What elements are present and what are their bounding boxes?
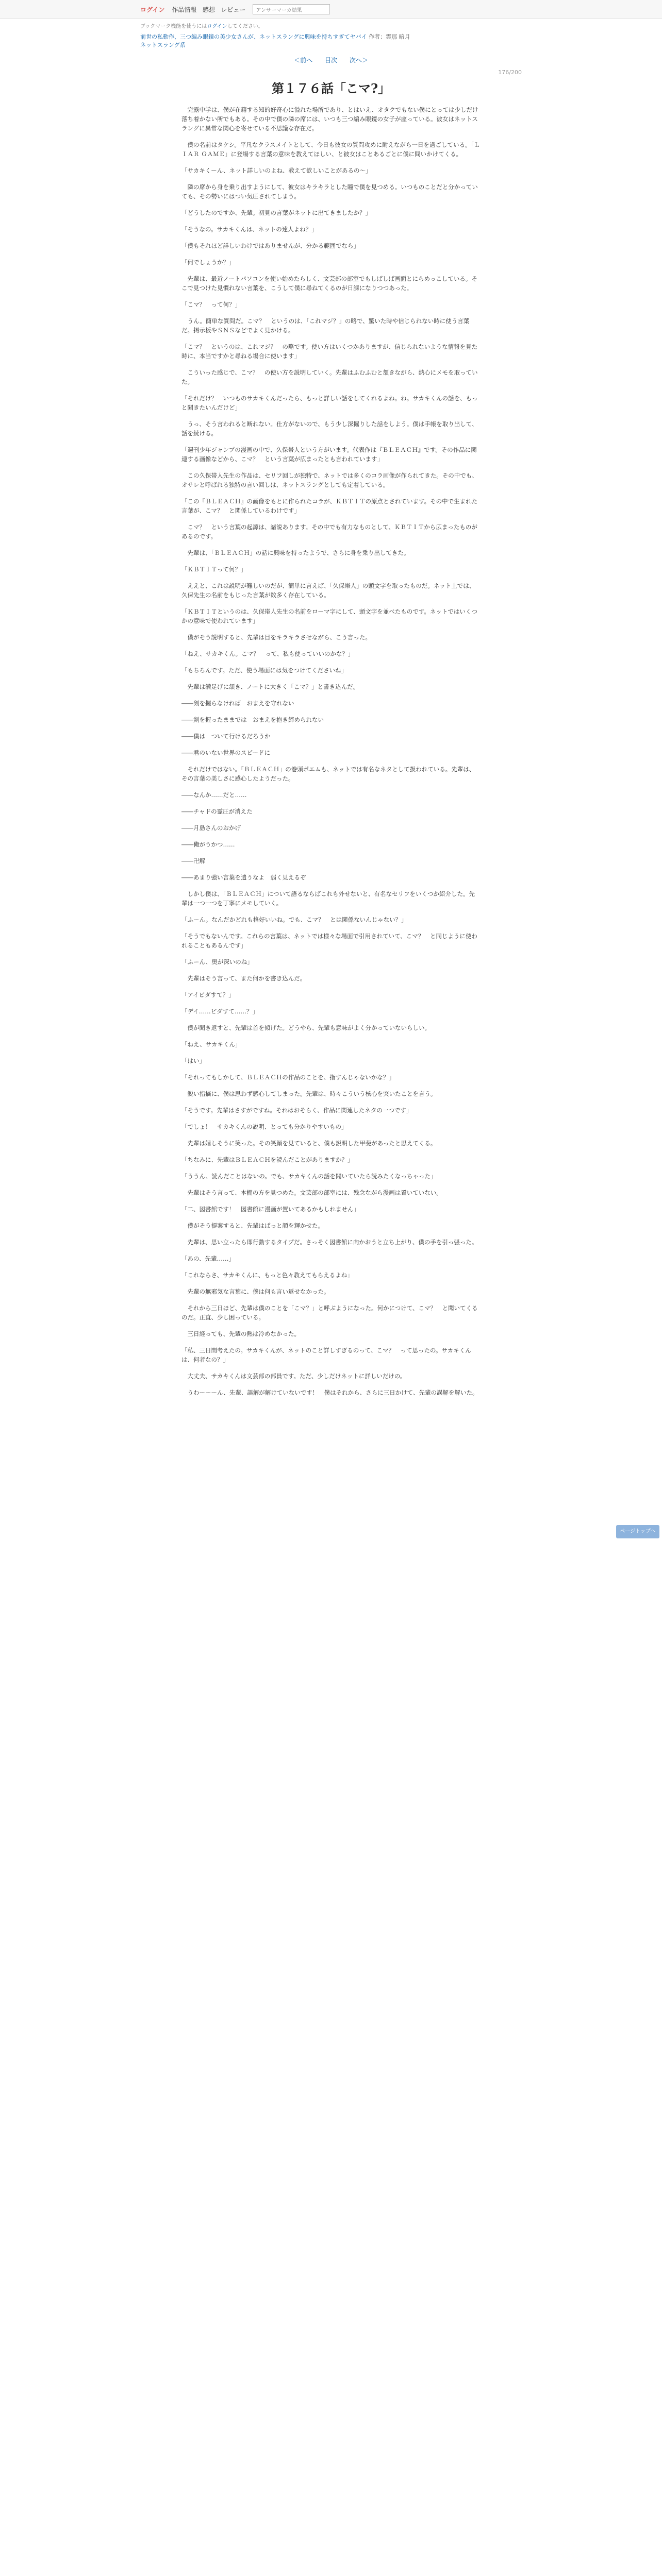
login-link[interactable]: ログイン	[140, 6, 165, 13]
series-author: 作者：霊那 暗月	[369, 33, 410, 40]
novel-paragraph: 大丈夫、サカキくんは文芸部の部員です。ただ、少しだけネットに詳しいだけの。	[181, 1372, 406, 1380]
novel-paragraph: 「こマ？ というのは、これマジ？ の略です。使い方はいくつかありますが、信じられないような情報を見た時に、本当ですかと尋ねる場合に使います」	[181, 343, 478, 360]
novel-paragraph: 「これならさ、サカキくんに、もっと色々教えてもらえるよね」	[181, 1272, 353, 1279]
novel-paragraph: うっ、そう言われると断れない。仕方がないので、もう少し深掘りした話をしよう。僕は手帳を取り出して、話を続ける。	[181, 420, 478, 437]
novel-paragraph: 「僕もそれほど詳しいわけではありませんが、分かる範囲でなら」	[181, 242, 359, 249]
novel-paragraph: それから三日ほど、先輩は僕のことを「こマ？」と呼ぶようになった。何かにつけて、こマ？ と聞いてくるのだ。正直、少し困っている。	[181, 1304, 478, 1321]
notice-login-link[interactable]: ログイン	[207, 24, 227, 29]
novel-paragraph: 「でしょ！ サカキくんの説明、とっても分かりやすいもの」	[181, 1123, 347, 1130]
novel-paragraph: こういった感じで、こマ？ の使い方を説明していく。先輩はふむふむと頷きながら、熱心にメモを取っていた。	[181, 369, 478, 385]
novel-paragraph: 「はい」	[181, 1057, 205, 1064]
novel-paragraph: 先輩は、思い立ったら即行動するタイプだ。さっそく図書館に向かおうと立ち上がり、僕の手を引っ張った。	[181, 1239, 478, 1246]
novel-paragraph: ――あまり強い言葉を遣うなよ 弱く見えるぞ	[181, 874, 306, 881]
novel-paragraph: 完露中学は、僕が在籍する知的好奇心に溢れた場所であり、とはいえ、オタクでもない僕にとっては少しだけ落ち着かない所でもある。その中で僕の隣の席には、いつも三つ編み眼鏡の女子が座っている。彼女はネットスラングに異常な関心を寄せている不思議な存在だ。	[181, 106, 478, 132]
novel-paragraph: 先輩はそう言って、本棚の方を見つめた。文芸部の部室には、残念ながら漫画は置いていない。	[181, 1189, 442, 1196]
bookmark-notice	[140, 22, 263, 29]
novel-paragraph: 「サカキくーん、ネット詳しいのよね、教えて欲しいことがあるの～」	[181, 167, 372, 174]
novel-paragraph: 「アイビダすて？」	[181, 991, 235, 998]
top-bar	[0, 0, 662, 19]
series-info	[140, 33, 522, 49]
novel-paragraph: ――卍解	[181, 857, 205, 865]
novel-paragraph: 「二、図書館です！ 図書館に漫画が置いてあるかもしれません」	[181, 1206, 359, 1213]
episode-title: 第１７６話「こマ?」	[271, 81, 391, 96]
novel-paragraph: 「ねえ、サカキくん。こマ？ って、私も使っていいのかな？」	[181, 650, 354, 657]
novel-paragraph: 先輩は満足げに頷き、ノートに大きく「こマ？」と書き込んだ。	[181, 683, 359, 690]
nav-item-info[interactable]: 作品情報	[172, 6, 197, 13]
novel-paragraph: 「ふーん、奥が深いのね」	[181, 958, 253, 965]
novel-paragraph: 僕がそう説明すると、先輩は目をキラキラさせながら、こう言った。	[181, 634, 371, 641]
novel-paragraph: 僕が聞き返すと、先輩は首を傾げた。どうやら、先輩も意味がよく分かっていないらしい。	[181, 1024, 431, 1031]
novel-paragraph: 「ちなみに、先輩はＢＬＥＡＣＨを読んだことがありますか？」	[181, 1156, 354, 1163]
novel-paragraph: 僕がそう提案すると、先輩はぱっと顔を輝かせた。	[181, 1222, 324, 1229]
novel-paragraph: ――なんか……だと……	[181, 791, 247, 799]
notice-text: ブックマーク機能を使うには	[140, 24, 207, 29]
novel-paragraph: 「デイ……ビダすて……？」	[181, 1008, 259, 1015]
prev-link[interactable]: ＜前へ	[294, 57, 313, 64]
novel-paragraph: こマ？ という言葉の起源は、諸説あります。その中でも有力なものとして、ＫＢＴＩＴから広まったものがあるのです。	[181, 523, 477, 540]
nav-links	[172, 5, 245, 14]
novel-paragraph: 「こマ？ って何？」	[181, 301, 241, 308]
search-input[interactable]: アンサーマーカ結果	[253, 4, 330, 14]
toc-link[interactable]: 目次	[324, 57, 337, 64]
novel-paragraph: 「ねえ、サカキくん」	[181, 1041, 241, 1048]
novel-paragraph: 「そうです。先輩はさすがですね。それはおそらく、作品に関連したネタの一つです」	[181, 1107, 412, 1114]
novel-paragraph: 僕の名前はタケシ。平凡なクラスメイトとして、今日も彼女の質問攻めに耐えながら一日を過ごしている。「ＬＩＡＲ ＧＡＭＥ」に登場する言葉の意味を教えてほしい、と彼女はことあるごとに僕に問いかけてくる。	[181, 141, 480, 158]
series-tag[interactable]: ネットスラング系	[140, 42, 186, 48]
novel-paragraph: 「あの、先輩……」	[181, 1255, 235, 1262]
novel-paragraph: 先輩は、最近ノートパソコンを使い始めたらしく、文芸部の部室でもしばしば画面とにらめっこしている。そこで見つけた見慣れない言葉を、こうして僕に尋ねてくるのが日課になりつつあった。	[181, 275, 477, 292]
novel-paragraph: ――僕は ついて行けるだろうか	[181, 733, 271, 740]
nav-item-review[interactable]: レビュー	[221, 6, 246, 13]
novel-paragraph: ――月島さんのおかげ	[181, 824, 241, 832]
novel-paragraph: ――俺がうかつ……	[181, 841, 235, 848]
novel-paragraph: 鋭い指摘に、僕は思わず感心してしまった。先輩は、時々こういう核心を突いたことを言う。	[181, 1090, 437, 1097]
novel-paragraph: 先輩は、「ＢＬＥＡＣＨ」の話に興味を持ったようで、さらに身を乗り出してきた。	[181, 549, 410, 556]
novel-paragraph: ええと、これは説明が難しいのだが、簡単に言えば、「久保帯人」の頭文字を取ったものだ。ネット上では、久保先生の名前をもじった言葉が数多く存在している。	[181, 582, 475, 599]
novel-paragraph: うわーーーん、先輩、誤解が解けていないです！ 僕はそれから、さらに三日かけて、先輩の誤解を解いた。	[181, 1389, 478, 1396]
novel-paragraph: ――剣を握ったままでは おまえを抱き締められない	[181, 716, 324, 723]
page-top-button[interactable]: ページトップへ	[616, 1525, 659, 1538]
novel-paragraph: 「どうしたのですか、先輩。初見の言葉がネットに出てきましたか？」	[181, 209, 371, 216]
novel-paragraph: 「ううん、読んだことはないの。でも、サカキくんの話を聞いていたら読みたくなっちゃった」	[181, 1173, 437, 1180]
novel-body	[181, 105, 481, 1404]
novel-paragraph: 隣の席から身を乗り出すようにして、彼女はキラキラとした瞳で僕を見つめる。いつものことだと分かっていても、その勢いにはつい気圧されてしまう。	[181, 183, 478, 200]
novel-paragraph: この久保帯人先生の作品は、セリフ回しが独特で、ネットでは多くのコラ画像が作られてきた。その中でも、オサレと呼ばれる独特の言い回しは、ネットスラングとしても定着している。	[181, 472, 478, 488]
novel-paragraph: 「それだけ？ いつものサカキくんだったら、もっと詳しい話をしてくれるよね。ね。サカキくんの話を、もっと聞きたいんだけど」	[181, 395, 478, 411]
novel-paragraph: うん。簡単な質問だ。こマ？ というのは、「これマジ？」の略で、驚いた時や信じられない時に使う言葉だ。掲示板やＳＮＳなどでよく見かける。	[181, 317, 470, 334]
novel-paragraph: 先輩は嬉しそうに笑った。その笑顔を見ていると、僕も説明した甲斐があったと思えてくる。	[181, 1140, 437, 1147]
novel-paragraph: ――剣を握らなければ おまえを守れない	[181, 700, 294, 707]
top-bar-inner	[140, 4, 330, 14]
nav-item-comments[interactable]: 感想	[202, 6, 215, 13]
novel-paragraph: 「そうなの。サカキくんは、ネットの達人よね？」	[181, 226, 318, 233]
novel-paragraph: それだけではない。「ＢＬＥＡＣＨ」の巻頭ポエムも、ネットでは有名なネタとして扱われている。先輩は、その言葉の美しさに感心したようだった。	[181, 766, 475, 782]
novel-paragraph: 「もちろんです。ただ、使う場面には気をつけてくださいね」	[181, 667, 347, 674]
series-title-link[interactable]: 前世の私動作、三つ編み眼鏡の美少女さんが、ネットスラングに興味を持ちすぎてヤバイ	[140, 33, 367, 40]
novel-paragraph: 「そうでもないんです。これらの言葉は、ネットでは様々な場面で引用されていて、こマ？ と同じように使われることもあるんです」	[181, 933, 477, 949]
novel-paragraph: 「ＫＢＴＩＴというのは、久保帯人先生の名前をローマ字にして、頭文字を並べたものです。ネットではいくつかの意味で使われています」	[181, 608, 477, 624]
pager-top	[0, 56, 662, 64]
novel-paragraph: 先輩はそう言って、また何かを書き込んだ。	[181, 975, 306, 982]
novel-paragraph: 「ＫＢＴＩＴって何？」	[181, 566, 247, 573]
novel-paragraph: 「この『ＢＬＥＡＣＨ』の画像をもとに作られたコラが、ＫＢＴＩＴの原点とされています。その中で生まれた言葉が、こマ？ と関係しているわけです」	[181, 498, 478, 514]
novel-paragraph: 「何でしょうか？」	[181, 259, 235, 266]
episode-counter: 176/200	[498, 69, 522, 76]
novel-paragraph: 「週刊少年ジャンプの漫画の中で、久保帯人という方がいます。代表作は『ＢＬＥＡＣＨ』です。その作品に関連する画像などから、こマ？ という言葉が広まったとも言われています」	[181, 446, 477, 463]
novel-paragraph: ――チャドの霊圧が消えた	[181, 808, 253, 815]
novel-paragraph: 「私、三日間考えたの。サカキくんが、ネットのこと詳しすぎるのって、こマ？ って思ったの。サカキくんは、何者なの？」	[181, 1347, 471, 1363]
novel-paragraph: 「ふーん。なんだかどれも格好いいね。でも、こマ？ とは関係ないんじゃない？」	[181, 916, 407, 923]
novel-paragraph: 先輩の無邪気な言葉に、僕は何も言い返せなかった。	[181, 1288, 330, 1295]
novel-paragraph: しかし僕は、「ＢＬＥＡＣＨ」について語るならばこれも外せないと、有名なセリフをいくつか紹介した。先輩は一つ一つを丁寧にメモしていく。	[181, 890, 475, 907]
novel-paragraph: 三日経っても、先輩の熱は冷めなかった。	[181, 1330, 300, 1337]
novel-paragraph: 「それってもしかして、ＢＬＥＡＣＨの作品のことを、指すんじゃないかな？」	[181, 1074, 395, 1081]
next-link[interactable]: 次へ＞	[349, 57, 368, 64]
notice-text-after: してください。	[227, 24, 263, 29]
novel-paragraph: ――君のいない世界のスピードに	[181, 749, 271, 756]
